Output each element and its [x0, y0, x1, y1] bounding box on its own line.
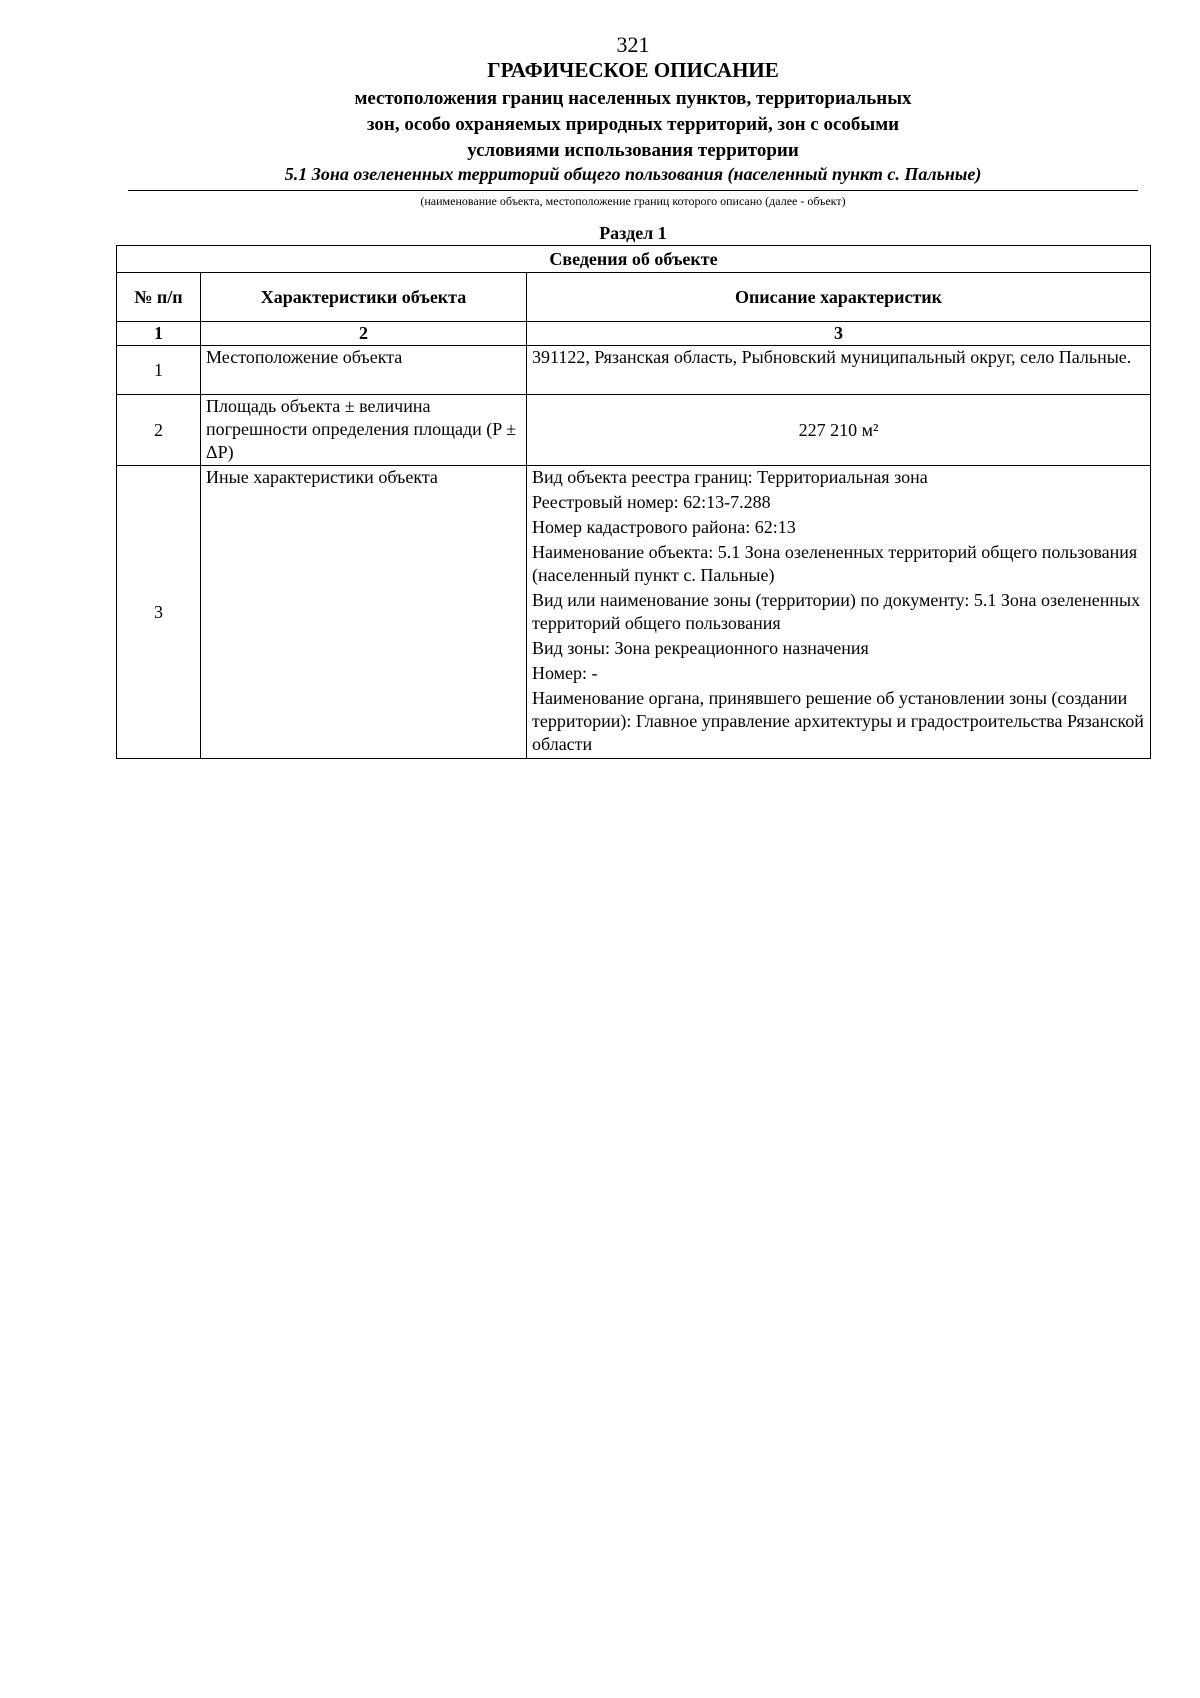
divider-line [128, 190, 1138, 191]
row-number: 1 [117, 346, 201, 395]
description-line: Наименование объекта: 5.1 Зона озелененных территорий общего пользования (населенный пункт с. Пальные) [532, 542, 1138, 585]
page-number: 321 [616, 32, 650, 57]
table-caption-row [117, 246, 1151, 273]
description-line: Наименование органа, принявшего решение об установлении зоны (создании территории): Главное управление архитектуры и градостроительства Рязанской области [532, 688, 1144, 754]
row-characteristic: Местоположение объекта [201, 346, 527, 395]
description-line: Вид зоны: Зона рекреационного назначения [532, 638, 869, 658]
row-characteristic: Площадь объекта ± величина погрешности определения площади (P ± ΔP) [201, 395, 527, 466]
table-row [117, 466, 1151, 759]
row-characteristic: Иные характеристики объекта [201, 466, 527, 759]
description-line: Номер: - [532, 663, 598, 683]
description-line: Вид объекта реестра границ: Территориальная зона [532, 467, 928, 487]
row-description: 227 210 м² [527, 395, 1151, 466]
table-row [117, 346, 1151, 395]
column-number: 3 [527, 322, 1151, 346]
column-number: 1 [117, 322, 201, 346]
header-description: Описание характеристик [527, 273, 1151, 322]
description-line: Вид или наименование зоны (территории) по документу: 5.1 Зона озелененных территорий общего пользования [532, 590, 1141, 633]
object-caption: (наименование объекта, местоположение границ которого описано (далее - объект) [420, 194, 846, 208]
table-caption: Сведения об объекте [117, 246, 1151, 273]
row-description [527, 466, 1151, 759]
subtitle-line: условиями использования территории [467, 140, 799, 161]
table-row [117, 395, 1151, 466]
document-subtitle [0, 86, 1200, 164]
document-title: ГРАФИЧЕСКОЕ ОПИСАНИЕ [487, 58, 779, 82]
header-characteristic: Характеристики объекта [201, 273, 527, 322]
object-name: 5.1 Зона озелененных территорий общего пользования (населенный пункт с. Пальные) [284, 164, 982, 184]
row-number: 2 [117, 395, 201, 466]
section-title: Раздел 1 [599, 223, 667, 243]
row-description: 391122, Рязанская область, Рыбновский муниципальный округ, село Пальные. [527, 346, 1151, 395]
description-line: Номер кадастрового района: 62:13 [532, 517, 796, 537]
column-number: 2 [201, 322, 527, 346]
description-line: Реестровый номер: 62:13-7.288 [532, 492, 771, 512]
header-number: № п/п [117, 273, 201, 322]
column-number-row [117, 322, 1151, 346]
table-header-row [117, 273, 1151, 322]
row-number: 3 [117, 466, 201, 759]
subtitle-line: местоположения границ населенных пунктов, территориальных [354, 88, 912, 109]
subtitle-line: зон, особо охраняемых природных территорий, зон с особыми [366, 114, 900, 135]
object-info-table [116, 245, 1151, 759]
